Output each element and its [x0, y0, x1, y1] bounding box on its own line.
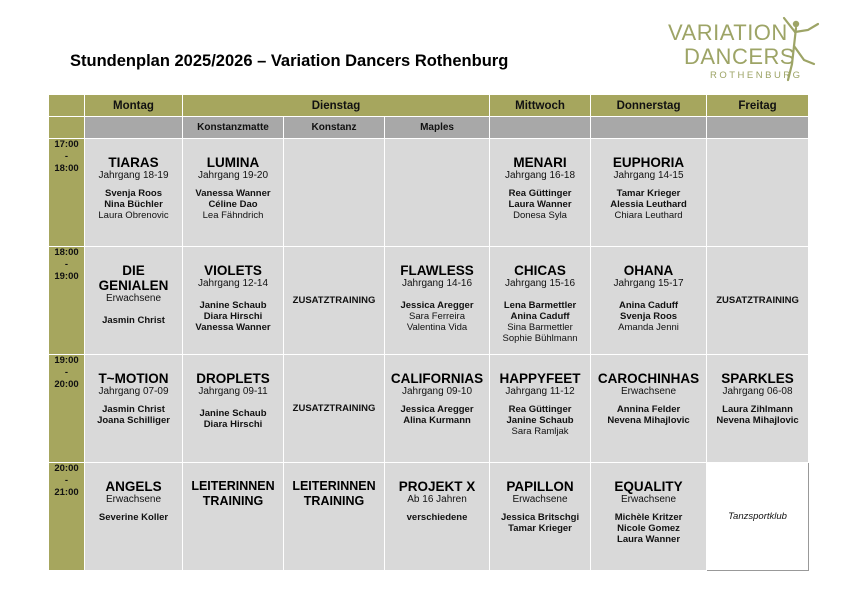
- instructor: Lena Barmettler: [503, 300, 577, 311]
- dancer-figure-icon: [774, 14, 824, 84]
- instructor: Sina Barmettler: [507, 322, 573, 333]
- instructor-list: [385, 300, 489, 333]
- class-cell: [385, 463, 490, 571]
- instructor: Sara Ramljak: [511, 426, 569, 437]
- class-age: Jahrgang 07-09: [98, 386, 169, 397]
- class-name: FLAWLESS: [400, 263, 474, 278]
- class-cell: [385, 355, 490, 463]
- time-start: 19:00: [54, 355, 79, 366]
- day-header-tuesday: Dienstag: [183, 95, 490, 117]
- class-age: Jahrgang 12-14: [197, 278, 269, 289]
- instructor: Laura Wanner: [617, 534, 681, 545]
- time-label: [49, 139, 85, 247]
- class-name: EUPHORIA: [612, 155, 685, 170]
- time-slot-row: [49, 247, 809, 355]
- instructor: Laura Wanner: [508, 199, 572, 210]
- instructor: Rea Güttinger: [508, 404, 572, 415]
- class-cell: [183, 139, 284, 247]
- empty-cell: [385, 139, 490, 247]
- instructor: Joana Schilliger: [97, 415, 170, 426]
- class-age: Ab 16 Jahren: [407, 494, 467, 505]
- class-age: Jahrgang 16-18: [505, 170, 576, 181]
- class-name: EQUALITY: [614, 479, 683, 494]
- instructor: Svenja Roos: [104, 188, 163, 199]
- time-slot-row: [49, 139, 809, 247]
- venue-header-maples: Maples: [385, 117, 490, 139]
- class-cell: [591, 463, 707, 571]
- class-cell: [591, 139, 707, 247]
- instructor-list: [85, 512, 182, 523]
- instructor: Jasmin Christ: [102, 404, 165, 415]
- instructor: Michèle Kritzer: [614, 512, 683, 523]
- venue-header-empty: [490, 117, 591, 139]
- class-cell: [85, 355, 183, 463]
- time-dash: -: [64, 259, 69, 270]
- class-name: DROPLETS: [196, 371, 270, 386]
- instructor: Annina Felder: [616, 404, 681, 415]
- instructor-list: [183, 188, 283, 221]
- instructor-list: [85, 315, 182, 326]
- class-cell: [85, 463, 183, 571]
- instructor: Rea Güttinger: [508, 188, 572, 199]
- class-name: CAROCHINHAS: [597, 371, 700, 386]
- class-age: Jahrgang 15-16: [505, 278, 576, 289]
- venue-header-row: [49, 117, 809, 139]
- corner-cell: [49, 95, 85, 117]
- instructor: Diara Hirschi: [203, 311, 263, 322]
- time-start: 17:00: [54, 139, 79, 150]
- instructor: Vanessa Wanner: [195, 322, 271, 333]
- extra-training-cell: [284, 355, 385, 463]
- class-cell: [707, 355, 809, 463]
- instructor: Alessia Leuthard: [610, 199, 687, 210]
- venue-header-konstanz: Konstanz: [284, 117, 385, 139]
- class-name: PAPILLON: [506, 479, 574, 494]
- class-age: Jahrgang 15-17: [613, 278, 684, 289]
- instructor: Nicole Gomez: [617, 523, 680, 534]
- instructor-list: [707, 404, 808, 426]
- time-slot-row: [49, 463, 809, 571]
- class-name: HAPPYFEET: [499, 371, 581, 386]
- class-age: Jahrgang 06-08: [722, 386, 793, 397]
- class-cell: [183, 247, 284, 355]
- class-name: TIARAS: [108, 155, 159, 170]
- class-name: TRAINING: [303, 494, 365, 508]
- instructor: Donesa Syla: [513, 210, 567, 221]
- instructor-list: [591, 188, 706, 221]
- instructor: Nina Büchler: [104, 199, 163, 210]
- venue-header-empty: [591, 117, 707, 139]
- day-header-friday: Freitag: [707, 95, 809, 117]
- instructor-list: [85, 188, 182, 221]
- instructor-list: [183, 300, 283, 333]
- instructor: Nevena Mihajlovic: [607, 415, 690, 426]
- instructor: Laura Zihlmann: [722, 404, 793, 415]
- class-cell: [490, 139, 591, 247]
- class-cell: [183, 463, 284, 571]
- class-name: T~MOTION: [98, 371, 169, 386]
- time-label: [49, 355, 85, 463]
- instructor: Svenja Roos: [620, 311, 678, 322]
- class-age: Jahrgang 14-15: [613, 170, 684, 181]
- time-label: [49, 463, 85, 571]
- venue-header-empty: [707, 117, 809, 139]
- extra-training-label: ZUSATZTRAINING: [292, 403, 376, 414]
- empty-cell: [707, 139, 809, 247]
- empty-cell: [284, 139, 385, 247]
- class-cell: [385, 247, 490, 355]
- instructor-list: [591, 512, 706, 545]
- instructor: Janine Schaub: [506, 415, 574, 426]
- class-name: LUMINA: [206, 155, 260, 170]
- external-club-cell: [707, 463, 809, 571]
- class-cell: [490, 355, 591, 463]
- extra-training-label: ZUSATZTRAINING: [292, 295, 376, 306]
- instructor-list: [85, 404, 182, 426]
- corner-cell: [49, 117, 85, 139]
- instructor: verschiedene: [406, 512, 468, 523]
- instructor: Céline Dao: [208, 199, 258, 210]
- class-name: SPARKLES: [721, 371, 794, 386]
- time-end: 18:00: [54, 163, 79, 174]
- class-age: Erwachsene: [621, 386, 677, 397]
- extra-training-label: ZUSATZTRAINING: [716, 295, 799, 306]
- class-cell: [490, 247, 591, 355]
- instructor: Janine Schaub: [199, 300, 267, 311]
- instructor: Diara Hirschi: [203, 419, 263, 430]
- logo-line-rothenburg: ROTHENBURG: [710, 70, 803, 81]
- instructor: Severine Koller: [98, 512, 169, 523]
- class-name: PROJEKT X: [398, 479, 476, 494]
- instructor: Lea Fähndrich: [202, 210, 264, 221]
- class-age: Erwachsene: [105, 293, 162, 304]
- day-header-wednesday: Mittwoch: [490, 95, 591, 117]
- class-age: Jahrgang 19-20: [197, 170, 269, 181]
- instructor: Sara Ferreira: [409, 311, 465, 322]
- schedule-table: [48, 94, 809, 571]
- logo: [664, 14, 824, 84]
- instructor: Jasmin Christ: [102, 315, 165, 326]
- class-name: ANGELS: [105, 479, 162, 494]
- page-title: Stundenplan 2025/2026 – Variation Dancers Rothenburg: [70, 52, 509, 70]
- logo-line-dancers: DANCERS: [684, 44, 796, 69]
- class-name: CHICAS: [514, 263, 566, 278]
- class-age: Jahrgang 09-10: [401, 386, 473, 397]
- instructor: Nevena Mihajlovic: [716, 415, 799, 426]
- instructor: Anina Caduff: [618, 300, 679, 311]
- instructor-list: [385, 404, 489, 426]
- instructor: Alina Kurmann: [403, 415, 471, 426]
- class-cell: [85, 247, 183, 355]
- day-header-row: [49, 95, 809, 117]
- time-dash: -: [64, 475, 69, 486]
- class-cell: [284, 463, 385, 571]
- class-age: Jahrgang 09-11: [198, 386, 268, 397]
- time-start: 18:00: [54, 247, 79, 258]
- time-end: 20:00: [54, 379, 79, 390]
- time-dash: -: [64, 367, 69, 378]
- instructor-list: [490, 512, 590, 534]
- class-name: CALIFORNIAS: [390, 371, 484, 386]
- class-age: Erwachsene: [105, 494, 162, 505]
- class-cell: [85, 139, 183, 247]
- class-age: Jahrgang 18-19: [98, 170, 169, 181]
- instructor: Amanda Jenni: [618, 322, 679, 333]
- instructor-list: [591, 404, 706, 426]
- time-end: 19:00: [54, 271, 79, 282]
- time-label: [49, 247, 85, 355]
- instructor: Janine Schaub: [199, 408, 267, 419]
- extra-training-cell: [707, 247, 809, 355]
- class-name: OHANA: [623, 263, 674, 278]
- instructor-list: [490, 404, 590, 437]
- class-cell: [183, 355, 284, 463]
- instructor: Jessica Aregger: [400, 404, 474, 415]
- class-name: LEITERINNEN: [292, 479, 376, 493]
- time-end: 21:00: [54, 487, 79, 498]
- extra-training-cell: [284, 247, 385, 355]
- logo-line-variation: VARIATION: [668, 20, 788, 45]
- instructor: Sophie Bühlmann: [502, 333, 578, 344]
- class-cell: [591, 355, 707, 463]
- instructor: Tamar Krieger: [508, 523, 572, 534]
- instructor-list: [183, 408, 283, 430]
- instructor: Anina Caduff: [510, 311, 570, 322]
- class-cell: [490, 463, 591, 571]
- instructor-list: [490, 188, 590, 221]
- instructor: Tamar Krieger: [616, 188, 681, 199]
- venue-header-empty: [85, 117, 183, 139]
- class-name: VIOLETS: [204, 263, 262, 278]
- venue-header-konstanzmatte: Konstanzmatte: [183, 117, 284, 139]
- class-age: Jahrgang 11-12: [505, 386, 575, 397]
- time-dash: -: [64, 151, 69, 162]
- external-club-label: Tanzsportklub: [728, 511, 787, 522]
- instructor: Vanessa Wanner: [195, 188, 271, 199]
- day-header-monday: Montag: [85, 95, 183, 117]
- class-name: TRAINING: [202, 494, 264, 508]
- instructor-list: [591, 300, 706, 333]
- class-age: Erwachsene: [621, 494, 677, 505]
- class-cell: [591, 247, 707, 355]
- class-name: DIE: [122, 263, 145, 278]
- class-name: LEITERINNEN: [191, 479, 275, 493]
- class-age: Jahrgang 14-16: [401, 278, 473, 289]
- class-name: GENIALEN: [98, 278, 169, 293]
- day-header-thursday: Donnerstag: [591, 95, 707, 117]
- instructor: Jessica Britschgi: [500, 512, 580, 523]
- instructor-list: [385, 512, 489, 523]
- instructor-list: [490, 300, 590, 344]
- instructor: Jessica Aregger: [400, 300, 474, 311]
- instructor: Valentina Vida: [406, 322, 468, 333]
- class-age: Erwachsene: [512, 494, 568, 505]
- instructor: Laura Obrenovic: [98, 210, 169, 221]
- class-name: MENARI: [513, 155, 567, 170]
- time-start: 20:00: [54, 463, 79, 474]
- time-slot-row: [49, 355, 809, 463]
- instructor: Chiara Leuthard: [614, 210, 683, 221]
